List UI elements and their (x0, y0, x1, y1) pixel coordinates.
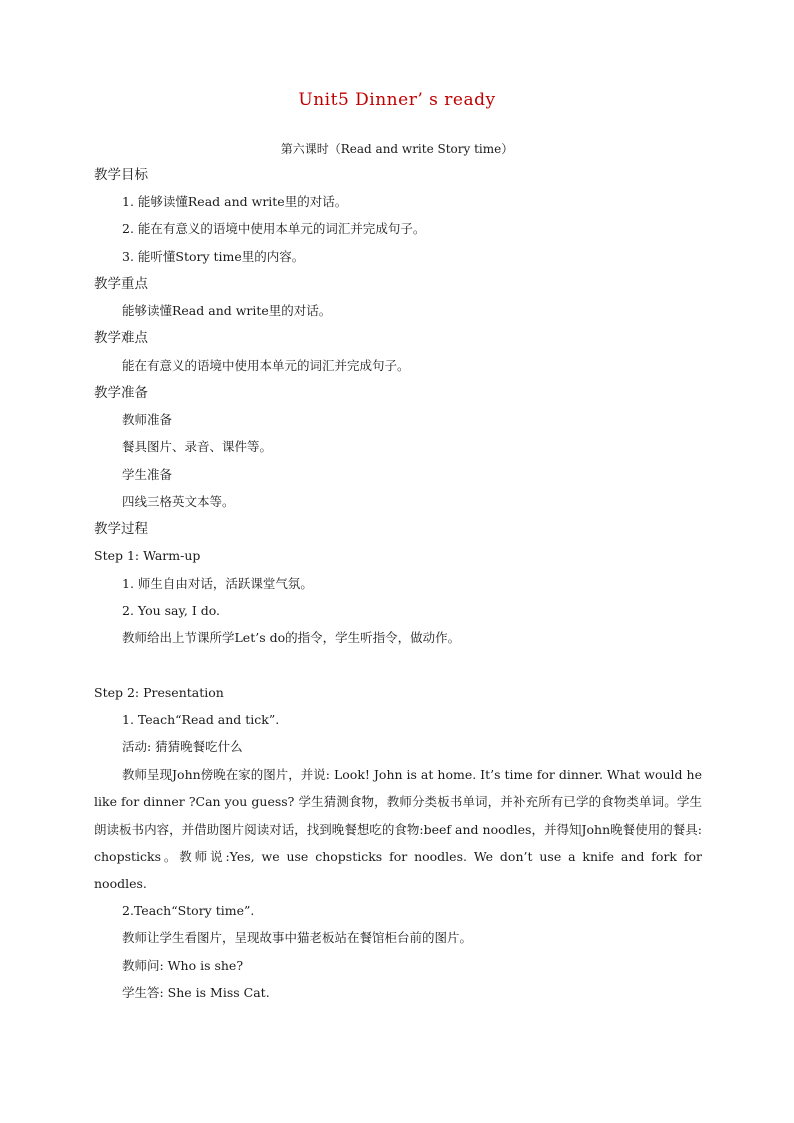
step2-activity: 活动: 猜猜晚餐吃什么 (122, 739, 243, 754)
step2-item1: 1. Teach“Read and tick”. (122, 712, 280, 727)
document-title: Unit5 Dinner’ s ready (298, 90, 496, 110)
lesson-subtitle: 第六课时（Read and write Story time） (280, 142, 514, 156)
preparation-heading: 教学准备 (94, 385, 148, 401)
objective-item: 2. 能在有意义的语境中使用本单元的词汇并完成句子。 (122, 221, 426, 236)
objectives-heading: 教学目标 (94, 167, 148, 183)
keypoints-text: 能够读懂Read and write里的对话。 (122, 303, 332, 318)
student-answer: 学生答: She is Miss Cat. (122, 985, 270, 1000)
process-heading: 教学过程 (94, 521, 148, 537)
difficulties-text: 能在有意义的语境中使用本单元的词汇并完成句子。 (122, 358, 410, 373)
objective-item: 1. 能够读懂Read and write里的对话。 (122, 194, 348, 209)
step1-item: 2. You say, I do. (122, 603, 221, 618)
step1-item: 1. 师生自由对话，活跃课堂气氛。 (122, 576, 313, 591)
step1-note: 教师给出上节课所学Let’s do的指令，学生听指令，做动作。 (122, 630, 461, 645)
teacher-question: 教师问: Who is she? (122, 958, 244, 973)
step1-heading: Step 1: Warm-up (94, 548, 201, 563)
difficulties-heading: 教学难点 (94, 330, 148, 346)
step2-heading: Step 2: Presentation (94, 685, 224, 700)
teacher-prep-label: 教师准备 (122, 412, 173, 427)
teacher-prep-text: 餐具图片、录音、课件等。 (122, 439, 273, 454)
keypoints-heading: 教学重点 (94, 276, 148, 292)
objective-item: 3. 能听懂Story time里的内容。 (122, 249, 305, 264)
student-prep-text: 四线三格英文本等。 (122, 494, 235, 509)
student-prep-label: 学生准备 (122, 467, 173, 482)
story-intro: 教师让学生看图片，呈现故事中猫老板站在餐馆柜台前的图片。 (122, 930, 473, 945)
step2-item2: 2.Teach“Story time”. (122, 903, 255, 918)
step2-paragraph: 教师呈现John傍晚在家的图片，并说: Look! John is at home. It’s time for dinner. What would he like for dinner ?Can you guess? 学生猜测食物，教师分类板书单词，并补充所有已学的食物类单词。学生朗读板书内容，并借助图片阅读对话，找到晚餐想吃的食物:beef and noodles，并得知John晚餐使用的餐具: chopsticks。教师说:Yes, we use chopsticks for noodles. We don’t use a knife and fork for noodles. (94, 767, 702, 892)
